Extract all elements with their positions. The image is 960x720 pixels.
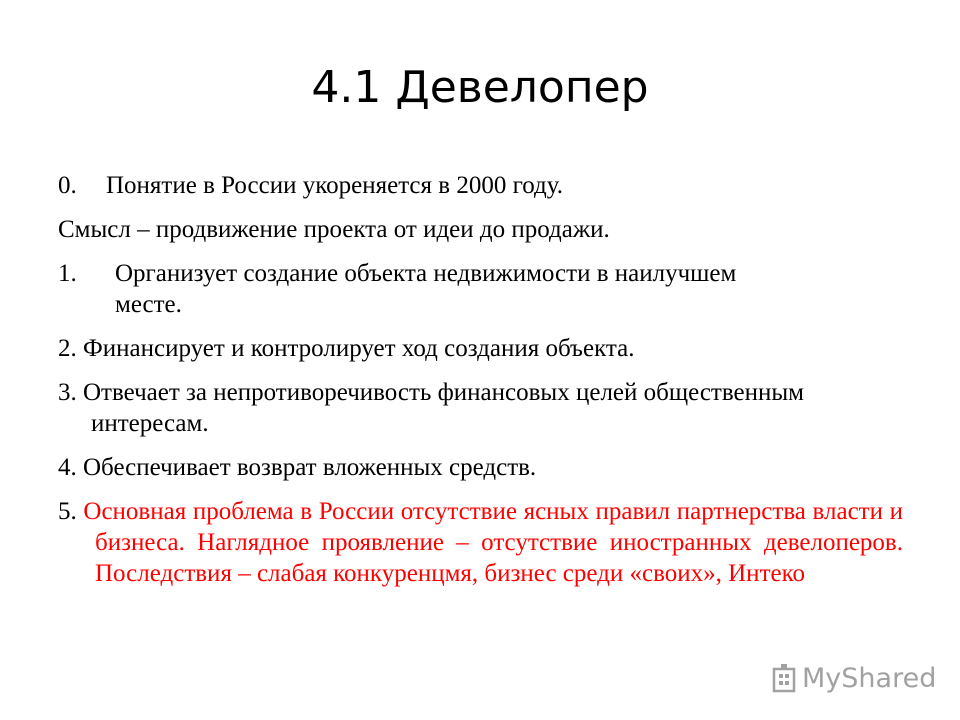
list-item-5: [58, 496, 903, 589]
building-icon: [770, 663, 798, 693]
item-number: 0.: [58, 172, 77, 199]
list-item-1: [58, 258, 903, 320]
item-number: 1.: [58, 260, 77, 287]
slide-body: [58, 170, 903, 589]
item-number: 5.: [58, 498, 77, 525]
list-item-2: 2. Финансирует и контролирует ход создания объекта.: [58, 335, 635, 362]
list-item-0: [58, 170, 903, 201]
watermark: [770, 660, 936, 696]
list-item-3: 3. Отвечает за непротиворечивость финансовых целей общественным интересам.: [58, 379, 804, 437]
item-text-highlight: Основная проблема в России отсутствие ясных правил партнерства власти и бизнеса. Наглядное проявление – отсутствие иностранных девелоперов. Последствия – слабая конкуренцмя, бизнес среди «своих», Интеко: [83, 498, 904, 587]
item-text: Организует создание объекта недвижимости в наилучшем месте.: [115, 260, 737, 318]
watermark-text: MyShared: [802, 662, 937, 694]
item-text: Понятие в России укореняется в 2000 году.: [106, 172, 563, 199]
meaning-line: Смысл – продвижение проекта от идеи до продажи.: [58, 216, 610, 243]
slide-title: 4.1 Девелопер: [311, 62, 649, 113]
list-item-4: 4. Обеспечивает возврат вложенных средств.: [58, 454, 537, 481]
